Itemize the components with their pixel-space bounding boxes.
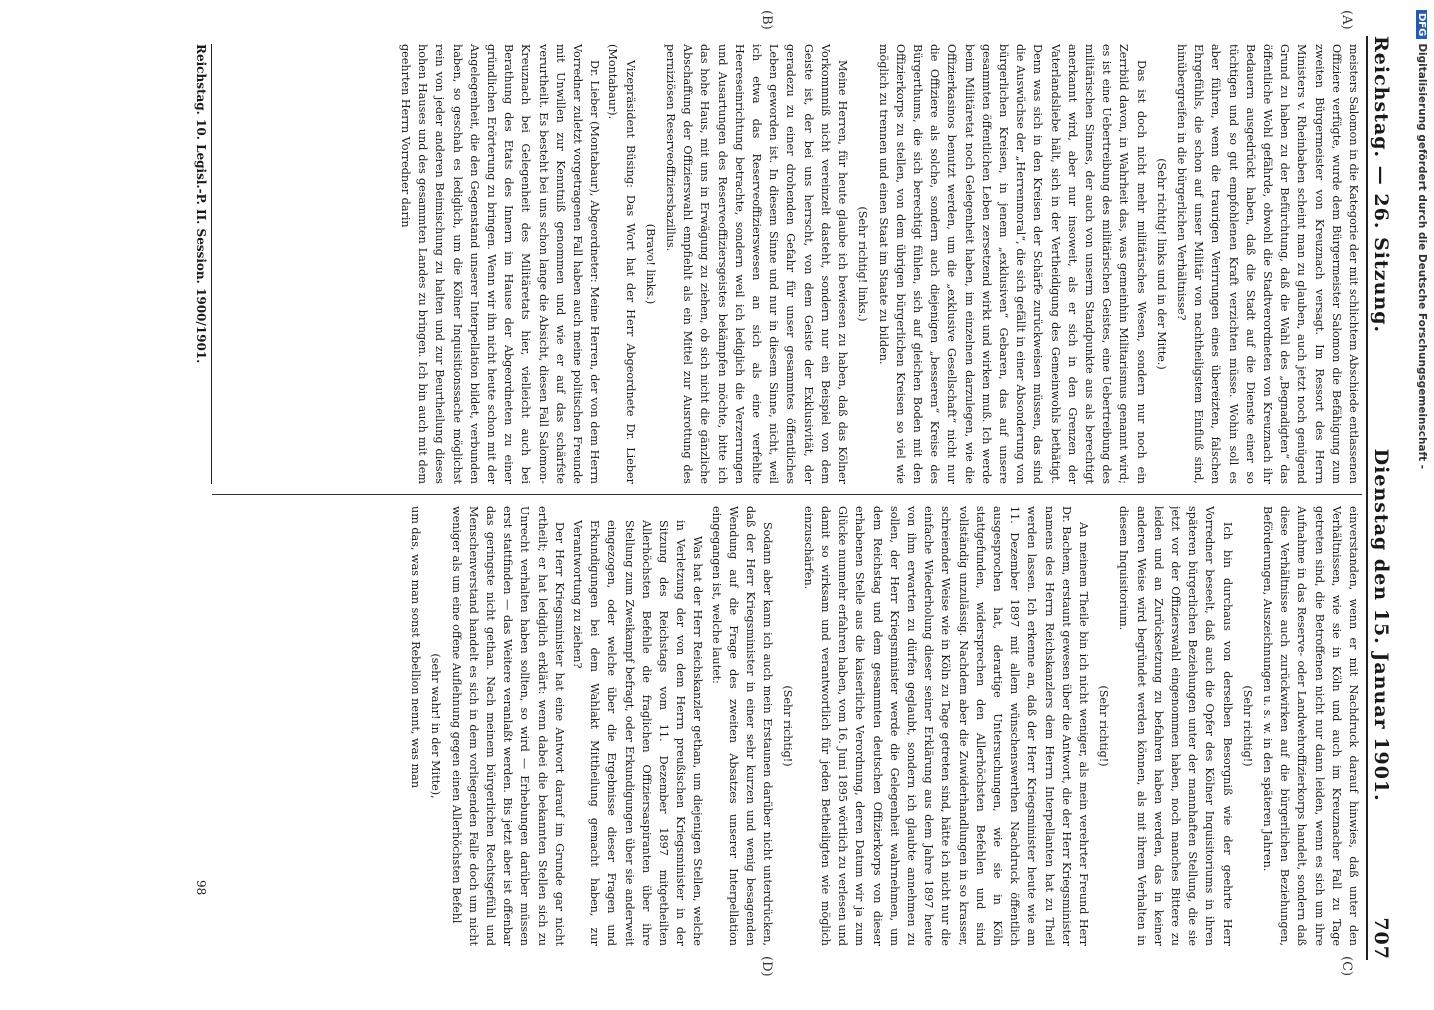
interjection: (Sehr richtig! links und in der Mitte.) [1154,158,1168,370]
interjection: (Bravo! links.) [643,223,657,305]
margin-mark-b: (B) [759,10,774,30]
paragraph: Das ist doch nicht mehr militärisches Wesen, sondern nur noch ein Zerrbild davon, in Wahrheit das, was gemeinhin Militarismus genannt wird; es ist eine Uebertreibung des militärischen Geistes, eine Uebertreibung des militärischen Sinnes, der auch von unserm Standpunkte aus als berechtigt anerkannt wird, aber nur insoweit, als er sich in den Grenzen der Vaterlandsliebe hält, sich in der Vertheidigung des Gemeinwohls bethätigt. Denn was sich in den Kreisen der Schärfe zurückweisen müssen, das sind die Auswüchse der „Herrenmoral“, die sich gefällt in einer Absonderung von bürgerlichen Kreisen, in jenem „exklusiven“ Gebaren, das auf unsere gesammten öffentlichen Leben zersetzend wirkt und wirken muß. Ich werde beim Militäretat noch Gelegenheit haben, im einzelnen darzulegen, wie die Offizierkasinos benutzt werden, um die „exklusive Gesellschaft“ nicht nur die Offiziere als solche, sondern auch diejenigen „besseren“ Kreise des Bürgerthums, die sich berechtigt fühlen, sich auf gleichen Boden mit den Offizierkorps zu stellen, von dem übrigen bürgerlichen Kreisen so viel wie möglich zu trennen und einen Staat im Staate zu bilden. [876,44,1148,484]
paragraph: Der Herr Kriegsminister hat eine Antwort darauf im Grunde gar nicht ertheilt; er hat lediglich erklärt: wenn dabei die bekannten Stellen sich zu Unrecht verhalten haben sollten, so wird — Erhebungen darüber müssen erst stattfinden — das Weitere veranlaßt werden. Bis jetzt aber ist offenbar das geringste nicht gethan. Nach meinem bürgerlichen Rechtsgefühl und Menschenverstand handelt es sich in dem vorliegenden Falle doch um nicht weniger als um eine offene Auflehnung gegen einen Allerhöchsten Befehl [449,506,566,946]
paragraph: meisters Salomon in die Kategorie der mit schlichtem Abschiede entlassenen Offiziere verfügte, wurde dem Bürgermeister Salomon die Befähigung zum zweiten Bürgermeister von Kreuznach versagt. Im Ressort des Herrn Ministers v. Rheinbaben scheint man zu glauben, auch jetzt noch genügend Grund zu haben zu der Befürchtung, daß die Wahl des „Begnadigten“ das öffentliche Wohl gefährde, obwohl die Stadtverordneten von Kreuznach ihr Bedauern ausgedrückt haben, daß die Stadt auf die Dienste einer so tüchtigen und so gut empfohlenen Kraft verzichten müsse. Wohin soll es aber führen, wenn die traurigen Verirrungen eines übereizten, falschen Ehrgefühls, die schon auf unser Militär von nachtheiligstem Einfluß sind, hinübergreifen in die bürgerlichen Verhältnisse? [1174,44,1360,484]
paragraph: Meine Herren, für heute glaube ich bewiesen zu haben, daß das Kölner Vorkommniß nicht vereinzelt dasteht, sondern nur ein Beispiel von dem Geiste ist, der bei uns herrscht, von dem Geiste der Exklusivität, der geradezu zu einer drohenden Gefahr für unser gesammtes öffentliches Leben geworden ist. In diesem Sinne und nur in diesem Sinne, nicht, weil ich etwa das Reserveoffizierswesen an sich als eine verfehlte Heereseinrichtung betrachte, sondern weil ich lediglich die Verzerrungen und Ausartungen des Reserveoffiziersgeistes bekämpfen möchte, bitte ich das hohe Haus, mit uns in Erwägung zu ziehen, ob sich nicht die gänzliche Abschaffung der Offizierswahl empfiehlt als ein Mittel zur Ausrottung des perniziösen Reserveoffiziersbazillus. [664,44,850,484]
margin-mark-c: (C) [1339,956,1354,977]
column-divider [212,494,1362,495]
page-header [1370,36,1406,960]
paragraph: Ich bin durchaus von derselben Besorgniß wie der geehrte Herr Vorredner beseelt, daß auch die Opfer des Kölner Inquisitoriums in ihren späteren bürgerlichen Beziehungen unter der mannhaften Stellung, die sie jetzt vor der Offizierswahl eingenommen haben, noch manches Bittere zu leiden und an Zurücksetzung zu befahren haben werden, das in keiner anderen Weise wird begründet werden können, als mit ihrem Verhalten in diesem Inquisitorium. [1117,506,1234,946]
speaker-paragraph: Vizepräsident Büsing: Das Wort hat der Herr Abgeordnete Dr. Lieber (Montabaur). [606,44,637,484]
paragraph: um das, was man sonst Rebellion nennt, was man [409,506,423,789]
dfg-logo: DFG [1416,10,1427,39]
page-signature: 98 [194,880,208,896]
paragraph: Sodann aber kann ich auch mein Erstaunen darüber nicht unterdrücken, daß der Herr Kriegsminister in einer sehr kurzen und wenig besagenden Wendung auf die Frage des zweiten Absatzes unserer Interpellation eingegangen ist, welche lautet: [709,506,775,946]
digitization-note [1406,0,1428,1000]
margin-mark-a: (A) [1339,10,1354,30]
header-rule [1366,36,1368,960]
interjection: (Sehr richtig!) [1097,685,1111,767]
digitization-text [1416,10,1428,1010]
quoted-paragraph: Was hat der Herr Reichskanzler gethan, um diejenigen Stellen, welche in Verletzung der von dem Herrn preußischen Kriegsminister in der Sitzung des Reichstags vom 11. Dezember 1897 mitgetheilten Allerhöchsten Befehle die fraglichen Offiziersaspiranten über ihre Stellung zum Zweikampf befragt, oder Erkundigungen über sie anderweit eingezogen, oder welche über die Ergebnisse dieser Fragen und Erkundigungen bei dem Wahlakt Mittheilung gemacht haben, zur Verantwortung zu ziehen? [571,520,705,946]
page-footer: Reichstag. 10. Legisl.-P. II. Session. 1900/1901. [194,44,208,364]
paragraph: An meinem Theile bin ich nicht weniger, als mein verehrter Freund Herr Dr. Bachem, erstaunt gewesen über die Antwort, die der Herr Kriegsminister namens des Herrn Reichskanzlers dem Herrn Interpellanten hat zu Theil werden lassen. Ich erkenne an, daß der Herr Kriegsminister heute wie am 11. Dezember 1897 mit allem wünschenswerthen Nachdruck öffentlich ausgesprochen hat, derartige Untersuchungen, wie sie in Köln stattgefunden, widersprechen den Allerhöchsten Befehlen und sind vollständig unzulässig. Nachdem aber die Zuwiderhandlungen in so krasser, schreiender Weise wie in Köln zu Tage getreten sind, hätte ich nicht nur die einfache Wiederholung dieser seiner Erklärung aus dem Jahre 1897 heute von ihm erwarten zu dürfen geglaubt, sondern ich glaubte annehmen zu sollen, der Herr Kriegsminister werde die Gelegenheit wahrnehmen, um dem Reichstag und dem gesammten deutschen Offizierkorps von dieser erhabenen Stelle aus die kaiserliche Verordnung, deren Datum wir ja zum Glücke nunmehr erfahren haben, vom 16. Juni 1895 wörtlich zu verlesen und damit so wirksam und verantwortlich für jeden Betheiligten wie möglich einzuschärfen. [801,506,1090,946]
interjection: (Sehr richtig! links.) [856,206,870,322]
paragraph: einverstanden, wenn er mit Nachdruck darauf hinwies, daß unter den Verhältnissen, wie sie in Köln und auch im Kreuznacher Fall zu Tage getreten sind, die Betroffenen nicht nur dann leiden, wenn es sich um ihre Aufnahme in das Reserve- oder Landwehroffizierkorps handelt, sondern daß diese Verhältnisse auch zurückwirken auf die bürgerlichen Beziehungen, Beförderungen, Auszeichnungen u. s. w. in den späteren Jahren. [1260,506,1360,946]
interjection: (Sehr richtig!) [1240,685,1254,767]
dfg-note-text: Digitalisierung gefördert durch die Deutsche Forschungsgemeinschaft - [1416,43,1428,470]
margin-mark-d: (D) [759,956,774,977]
footer-rule [211,44,212,484]
header-date: Dienstag den 15. Januar 1901. [1370,448,1392,802]
right-column [212,506,1362,946]
page-number: 707 [1370,917,1392,960]
header-left: Reichstag. — 26. Sitzung. [1370,36,1392,334]
interjection: (sehr wahr! in der Mitte), [429,653,443,799]
speaker-paragraph: Dr. Lieber (Montabaur), Abgeordneter: Meine Herren, der von dem Herrn Vorredner zuletzt vorgetragenen Fall haben auch meine politischen Freunde mit Unwillen zur Kenntniß genommen und wie er auf das schärfste verurtheilt. Es besteht bei uns schon lange die Absicht, diesen Fall Salomon-Kreuznach bei Gelegenheit des Militäretats hier, vielleicht auch bei Berathung des Etats des Innern im Hause der Abgeordneten zu einer gründlichen Erörterung zu bringen. Wenn wir ihn nicht heute schon mit der Angelegenheit, die den Gegenstand unserer Interpellation bildet, verbunden haben, so geschah es lediglich, um die Kölner Inquisitionssache möglichst rein von jeder anderen Beimischung zu halten und zur Beurtheilung dieses hohen Hauses und des gesammten Landes zu bringen. Ich bin auch mit dem geehrten Herrn Vorredner darin [399,44,602,484]
interjection: (Sehr richtig!) [781,685,795,767]
left-column [212,44,1362,484]
